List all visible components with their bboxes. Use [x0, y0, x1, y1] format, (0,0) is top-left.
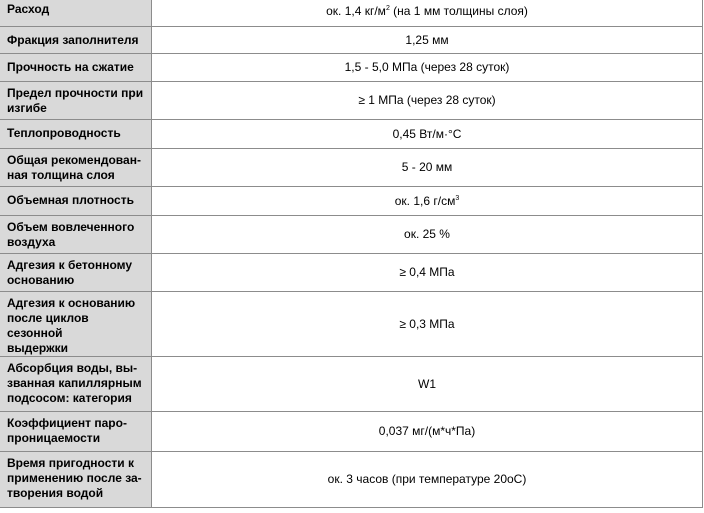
property-value: ок. 3 часов (при температуре 20оС)	[152, 452, 703, 508]
table-row	[0, 82, 703, 120]
property-value	[152, 0, 703, 27]
table-row	[0, 0, 703, 27]
property-value: ≥ 0,4 МПа	[152, 254, 703, 292]
property-value: ≥ 1 МПа (через 28 суток)	[152, 82, 703, 120]
property-value: W1	[152, 357, 703, 412]
property-value: 0,45 Вт/м·°С	[152, 120, 703, 149]
property-label: Абсорбция воды, вы- званная капиллярным подсосом: категория	[0, 357, 152, 412]
table-row	[0, 149, 703, 187]
property-label: Адгезия к бетонному основанию	[0, 254, 152, 292]
property-label: Коэффициент паро- проницаемости	[0, 412, 152, 452]
table-row	[0, 254, 703, 292]
table-row	[0, 54, 703, 82]
property-label: Фракция заполнителя	[0, 27, 152, 54]
value-superscript: 3	[455, 194, 460, 202]
property-label: Предел прочности при изгибе	[0, 82, 152, 120]
value-text-suffix: (на 1 мм толщины слоя)	[389, 3, 528, 18]
property-label: Объемная плотность	[0, 187, 152, 216]
table-row	[0, 412, 703, 452]
property-value: 5 - 20 мм	[152, 149, 703, 187]
property-label: Время пригодности к применению после за- творения водой	[0, 452, 152, 508]
property-value	[152, 187, 703, 216]
value-text: ок. 1,4 кг/м	[326, 3, 386, 18]
table-row	[0, 216, 703, 254]
table-row	[0, 120, 703, 149]
property-label: Прочность на сжатие	[0, 54, 152, 82]
table-row	[0, 357, 703, 412]
table-row	[0, 452, 703, 508]
property-label: Объем вовлеченного воздуха	[0, 216, 152, 254]
property-label: Адгезия к основанию после циклов сезонной выдержки	[0, 292, 152, 357]
value-text: ок. 1,6 г/см	[394, 193, 456, 208]
property-label: Теплопроводность	[0, 120, 152, 149]
property-label: Расход	[0, 0, 152, 27]
property-label: Общая рекомендован- ная толщина слоя	[0, 149, 152, 187]
property-value: 0,037 мг/(м*ч*Па)	[152, 412, 703, 452]
table-row	[0, 187, 703, 216]
table-row	[0, 27, 703, 54]
table-row	[0, 292, 703, 357]
property-value: ок. 25 %	[152, 216, 703, 254]
property-value: 1,25 мм	[152, 27, 703, 54]
value-superscript: 2	[385, 4, 390, 12]
property-value: 1,5 - 5,0 МПа (через 28 суток)	[152, 54, 703, 82]
property-value: ≥ 0,3 МПа	[152, 292, 703, 357]
